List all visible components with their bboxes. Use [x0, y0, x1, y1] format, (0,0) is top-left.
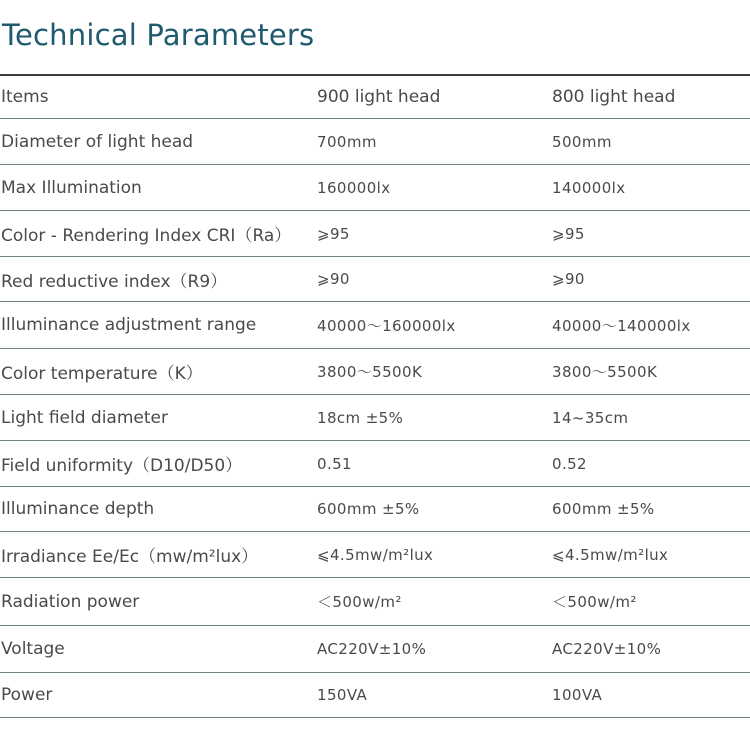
row-800-value: AC220V±10%: [552, 640, 662, 658]
row-800-value: 500mm: [552, 132, 612, 151]
table-row: [0, 211, 750, 257]
header-900-light-head: 900 light head: [317, 87, 441, 107]
row-800-value: ⩾95: [552, 224, 585, 243]
row-900-value: AC220V±10%: [317, 640, 427, 658]
row-900-value: 700mm: [317, 132, 377, 151]
row-900-value: 18cm ±5%: [317, 408, 404, 427]
row-900-value: ⩽4.5mw/m²lux: [317, 545, 434, 564]
row-item-label: Field uniformity（D10/D50）: [1, 456, 243, 476]
row-item-label: Voltage: [1, 639, 65, 659]
table-row: [0, 673, 750, 718]
row-800-value: 3800～5500K: [552, 363, 658, 381]
table-row: [0, 349, 750, 395]
row-item-label: Irradiance Ee/Ec（mw/m²lux）: [1, 547, 259, 567]
row-900-value: 150VA: [317, 686, 368, 704]
parameters-table: [0, 76, 750, 718]
row-item-label: Diameter of light head: [1, 131, 194, 152]
row-800-value: 600mm ±5%: [552, 500, 655, 518]
header-items: Items: [1, 87, 49, 107]
table-row: [0, 395, 750, 441]
row-800-value: 100VA: [552, 686, 603, 704]
table-row: [0, 578, 750, 626]
row-800-value: 40000～140000lx: [552, 316, 691, 335]
row-item-label: Max Illumination: [1, 177, 142, 198]
page-title: Technical Parameters: [2, 18, 315, 52]
table-row: [0, 165, 750, 211]
table-row: [0, 302, 750, 349]
row-900-value: 3800～5500K: [317, 363, 423, 381]
row-800-value: 0.52: [552, 454, 587, 473]
row-item-label: Power: [1, 685, 53, 705]
row-item-label: Color temperature（K）: [1, 364, 203, 384]
row-item-label: Color - Rendering Index CRI（Ra）: [1, 226, 292, 246]
row-800-value: ⩽4.5mw/m²lux: [552, 545, 669, 564]
table-row: [0, 487, 750, 532]
row-900-value: 0.51: [317, 454, 352, 473]
row-800-value: ⩾90: [552, 270, 585, 288]
row-800-value: ＜500w/m²: [552, 593, 637, 611]
table-row: [0, 119, 750, 165]
row-900-value: ⩾95: [317, 224, 350, 243]
row-item-label: Radiation power: [1, 591, 140, 612]
row-900-value: 600mm ±5%: [317, 500, 420, 518]
row-800-value: 140000lx: [552, 178, 626, 197]
row-item-label: Illuminance adjustment range: [1, 315, 257, 335]
table-row: [0, 441, 750, 487]
row-900-value: 40000～160000lx: [317, 316, 456, 335]
row-900-value: 160000lx: [317, 178, 391, 197]
row-900-value: ＜500w/m²: [317, 593, 402, 611]
row-900-value: ⩾90: [317, 270, 350, 288]
table-row: [0, 257, 750, 302]
table-row: [0, 626, 750, 673]
table-row: [0, 532, 750, 578]
table-header-row: [0, 76, 750, 119]
row-item-label: Light field diameter: [1, 407, 168, 428]
row-800-value: 14~35cm: [552, 408, 629, 427]
row-item-label: Red reductive index（R9）: [1, 271, 228, 292]
row-item-label: Illuminance depth: [1, 499, 155, 519]
header-800-light-head: 800 light head: [552, 87, 676, 107]
